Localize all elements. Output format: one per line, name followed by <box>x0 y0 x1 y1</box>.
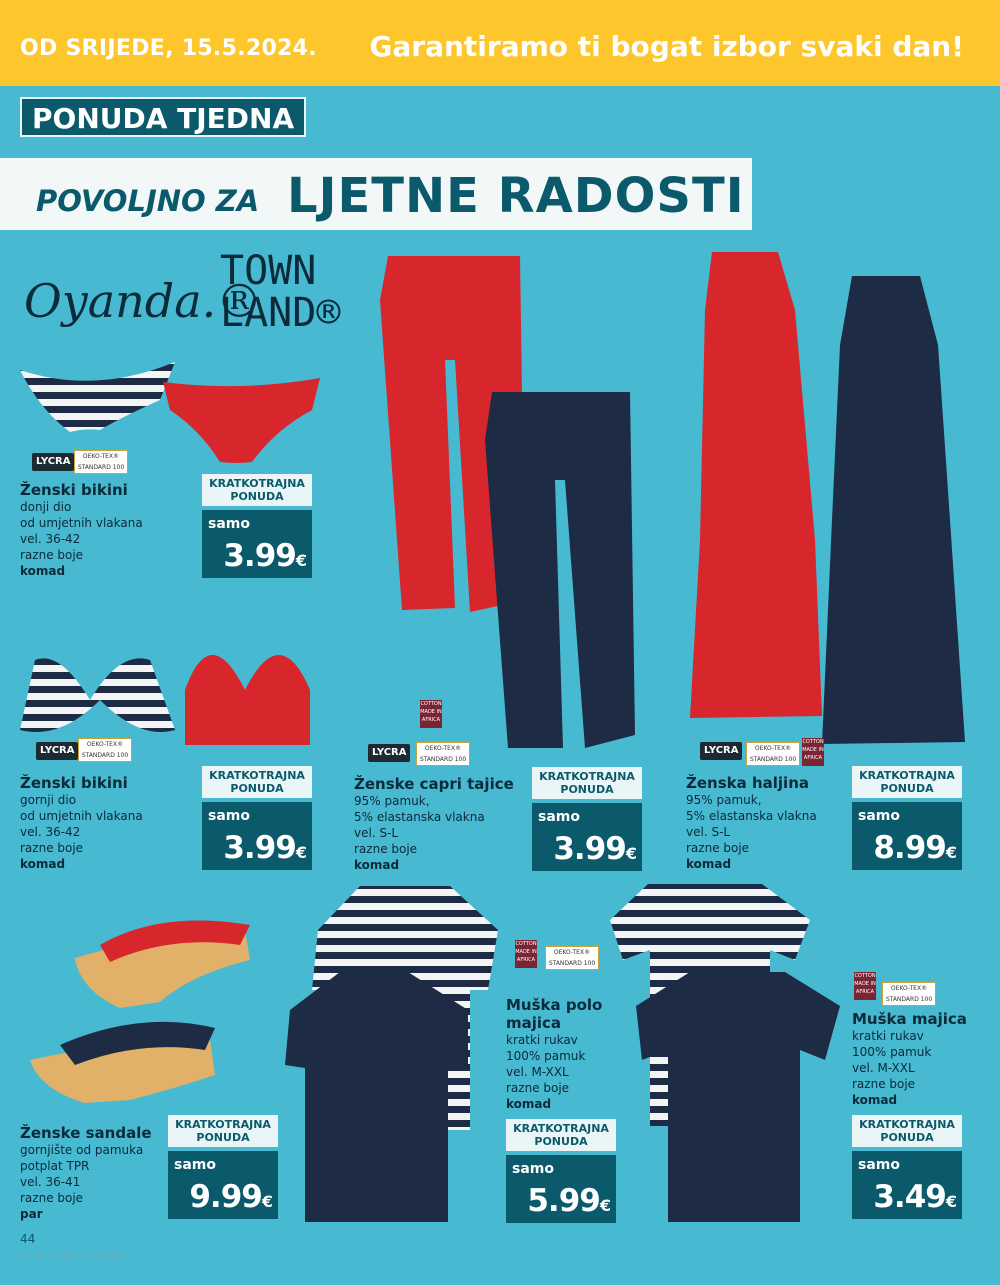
product-detail: vel. M-XXL <box>506 1065 569 1079</box>
oeko-tex-badge: OEKO-TEX® STANDARD 100 <box>882 982 936 1006</box>
oeko-tex-badge: OEKO-TEX® STANDARD 100 <box>545 946 599 970</box>
samo-label: samo <box>174 1157 216 1173</box>
price-box-tshirt <box>852 1115 962 1219</box>
hero-big-text: LJETNE RADOSTI <box>287 168 745 224</box>
samo-label: samo <box>538 809 580 825</box>
price-value: 8.99 <box>873 830 946 866</box>
promo-tag: KRATKOTRAJNA PONUDA <box>202 766 312 798</box>
price-box-polo-shirt <box>506 1119 616 1223</box>
samo-label: samo <box>208 516 250 532</box>
product-detail: 100% pamuk <box>506 1049 586 1063</box>
currency-symbol: € <box>625 844 636 863</box>
product-detail: vel. M-XXL <box>852 1061 915 1075</box>
dress-red-image <box>690 252 822 718</box>
currency-symbol: € <box>295 843 306 862</box>
price-value: 3.99 <box>553 831 626 867</box>
price-panel <box>202 510 312 578</box>
product-unit: komad <box>852 1093 898 1107</box>
oeko-tex-badge: OEKO-TEX® STANDARD 100 <box>416 742 470 766</box>
dress-navy-image <box>822 276 965 744</box>
product-detail: potplat TPR <box>20 1159 90 1173</box>
price-value: 5.99 <box>527 1183 600 1219</box>
capri-leggings-navy-image <box>485 392 635 748</box>
product-detail: razne boje <box>354 842 418 856</box>
price <box>873 830 956 866</box>
brand-townland-line2: LAND® <box>220 290 341 336</box>
price-panel <box>852 1151 962 1219</box>
product-title: majica <box>506 1014 562 1032</box>
product-detail: 95% pamuk, <box>354 794 430 808</box>
product-detail: 5% elastanska vlakna <box>686 809 817 823</box>
oeko-tex-badge: OEKO-TEX® STANDARD 100 <box>746 742 800 766</box>
cotton-africa-badge: COTTON MADE IN AFRICA <box>854 972 876 1000</box>
slogan: Garantiramo ti bogat izbor svaki dan! <box>369 30 964 63</box>
product-detail: 5% elastanska vlakna <box>354 810 485 824</box>
product-detail: od umjetnih vlakana <box>20 809 143 823</box>
bikini-top-red-image <box>185 655 310 745</box>
product-unit: komad <box>20 564 66 578</box>
bikini-bottom-red-image <box>163 378 320 463</box>
currency-symbol: € <box>945 843 956 862</box>
price <box>223 830 306 866</box>
page-number: 44 <box>20 1232 36 1246</box>
oeko-tex-badge: OEKO-TEX® STANDARD 100 <box>78 738 132 762</box>
promo-tag: KRATKOTRAJNA PONUDA <box>532 767 642 799</box>
product-detail: vel. 36-42 <box>20 825 81 839</box>
product-unit: komad <box>506 1097 552 1111</box>
product-unit: komad <box>20 857 66 871</box>
price-box-sandals <box>168 1115 278 1219</box>
price-panel <box>168 1151 278 1219</box>
currency-symbol: € <box>261 1192 272 1211</box>
section-label: PONUDA TJEDNA <box>20 97 306 137</box>
price-box-bikini-top <box>202 766 312 870</box>
product-title: Muška majica <box>852 1010 967 1028</box>
product-unit: komad <box>354 858 400 872</box>
product-bikini-bottom <box>20 481 143 579</box>
price-box-capri-leggings <box>532 767 642 871</box>
product-detail: 100% pamuk <box>852 1045 932 1059</box>
price <box>223 538 306 574</box>
brand-logo-oyanda: Oyanda.® <box>24 274 263 328</box>
product-title: Ženski bikini <box>20 481 128 499</box>
polo-navy-image <box>285 972 468 1222</box>
product-detail: od umjetnih vlakana <box>20 516 143 530</box>
promo-tag: KRATKOTRAJNA PONUDA <box>852 766 962 798</box>
hero-small-text: POVOLJNO ZA <box>36 184 260 218</box>
product-unit: par <box>20 1207 43 1221</box>
price <box>873 1179 956 1215</box>
price <box>527 1183 610 1219</box>
product-unit: komad <box>686 857 732 871</box>
product-bikini-top <box>20 774 143 872</box>
product-detail: razne boje <box>20 841 84 855</box>
product-capri-leggings <box>354 775 514 873</box>
product-detail: vel. S-L <box>686 825 731 839</box>
price-box-dress <box>852 766 962 870</box>
product-detail: 95% pamuk, <box>686 793 762 807</box>
lycra-badge: LYCRA <box>32 453 74 471</box>
promo-tag: KRATKOTRAJNA PONUDA <box>168 1115 278 1147</box>
product-detail: donji dio <box>20 500 72 514</box>
product-detail: vel. 36-42 <box>20 532 81 546</box>
price-box-bikini-bottom <box>202 474 312 578</box>
price-value: 3.99 <box>223 830 296 866</box>
product-detail: razne boje <box>686 841 750 855</box>
product-detail: razne boje <box>20 548 84 562</box>
currency-symbol: € <box>599 1196 610 1215</box>
promo-tag: KRATKOTRAJNA PONUDA <box>506 1119 616 1151</box>
oeko-tex-badge: OEKO-TEX® STANDARD 100 <box>74 450 128 474</box>
product-title: Ženske sandale <box>20 1124 152 1142</box>
product-detail: razne boje <box>20 1191 84 1205</box>
samo-label: samo <box>858 808 900 824</box>
promo-tag: KRATKOTRAJNA PONUDA <box>202 474 312 506</box>
price <box>553 831 636 867</box>
product-title: Ženske capri tajice <box>354 775 514 793</box>
bikini-top-striped-image <box>20 658 175 732</box>
product-title: Ženska haljina <box>686 774 810 792</box>
product-sandals <box>20 1124 152 1222</box>
product-polo-shirt <box>506 996 602 1112</box>
price-panel <box>202 802 312 870</box>
product-detail: kratki rukav <box>852 1029 924 1043</box>
cotton-africa-badge: COTTON MADE IN AFRICA <box>515 940 537 968</box>
lycra-badge: LYCRA <box>36 742 78 760</box>
fine-print: Ponuda vrijedi do isteka zaliha. <box>20 1252 129 1260</box>
offer-date: OD SRIJEDE, 15.5.2024. <box>20 36 317 61</box>
samo-label: samo <box>512 1161 554 1177</box>
lycra-badge: LYCRA <box>700 742 742 760</box>
cotton-africa-badge: COTTON MADE IN AFRICA <box>802 738 824 766</box>
product-tshirt <box>852 1010 967 1108</box>
product-dress <box>686 774 817 872</box>
price <box>189 1179 272 1215</box>
promo-tag: KRATKOTRAJNA PONUDA <box>852 1115 962 1147</box>
price-panel <box>532 803 642 871</box>
price-panel <box>852 802 962 870</box>
samo-label: samo <box>208 808 250 824</box>
cotton-africa-badge: COTTON MADE IN AFRICA <box>420 700 442 728</box>
price-value: 9.99 <box>189 1179 262 1215</box>
product-detail: kratki rukav <box>506 1033 578 1047</box>
currency-symbol: € <box>295 551 306 570</box>
currency-symbol: € <box>945 1192 956 1211</box>
product-detail: gornjište od pamuka <box>20 1143 144 1157</box>
product-detail: razne boje <box>506 1081 570 1095</box>
bikini-bottom-striped-image <box>20 362 175 432</box>
price-value: 3.49 <box>873 1179 946 1215</box>
product-detail: vel. S-L <box>354 826 399 840</box>
product-title: Muška polo <box>506 996 603 1014</box>
price-value: 3.99 <box>223 538 296 574</box>
product-title: Ženski bikini <box>20 774 128 792</box>
price-panel <box>506 1155 616 1223</box>
brand-townland-line1: TOWN <box>220 248 317 294</box>
lycra-badge: LYCRA <box>368 744 410 762</box>
product-detail: gornji dio <box>20 793 77 807</box>
samo-label: samo <box>858 1157 900 1173</box>
product-detail: vel. 36-41 <box>20 1175 81 1189</box>
product-detail: razne boje <box>852 1077 916 1091</box>
